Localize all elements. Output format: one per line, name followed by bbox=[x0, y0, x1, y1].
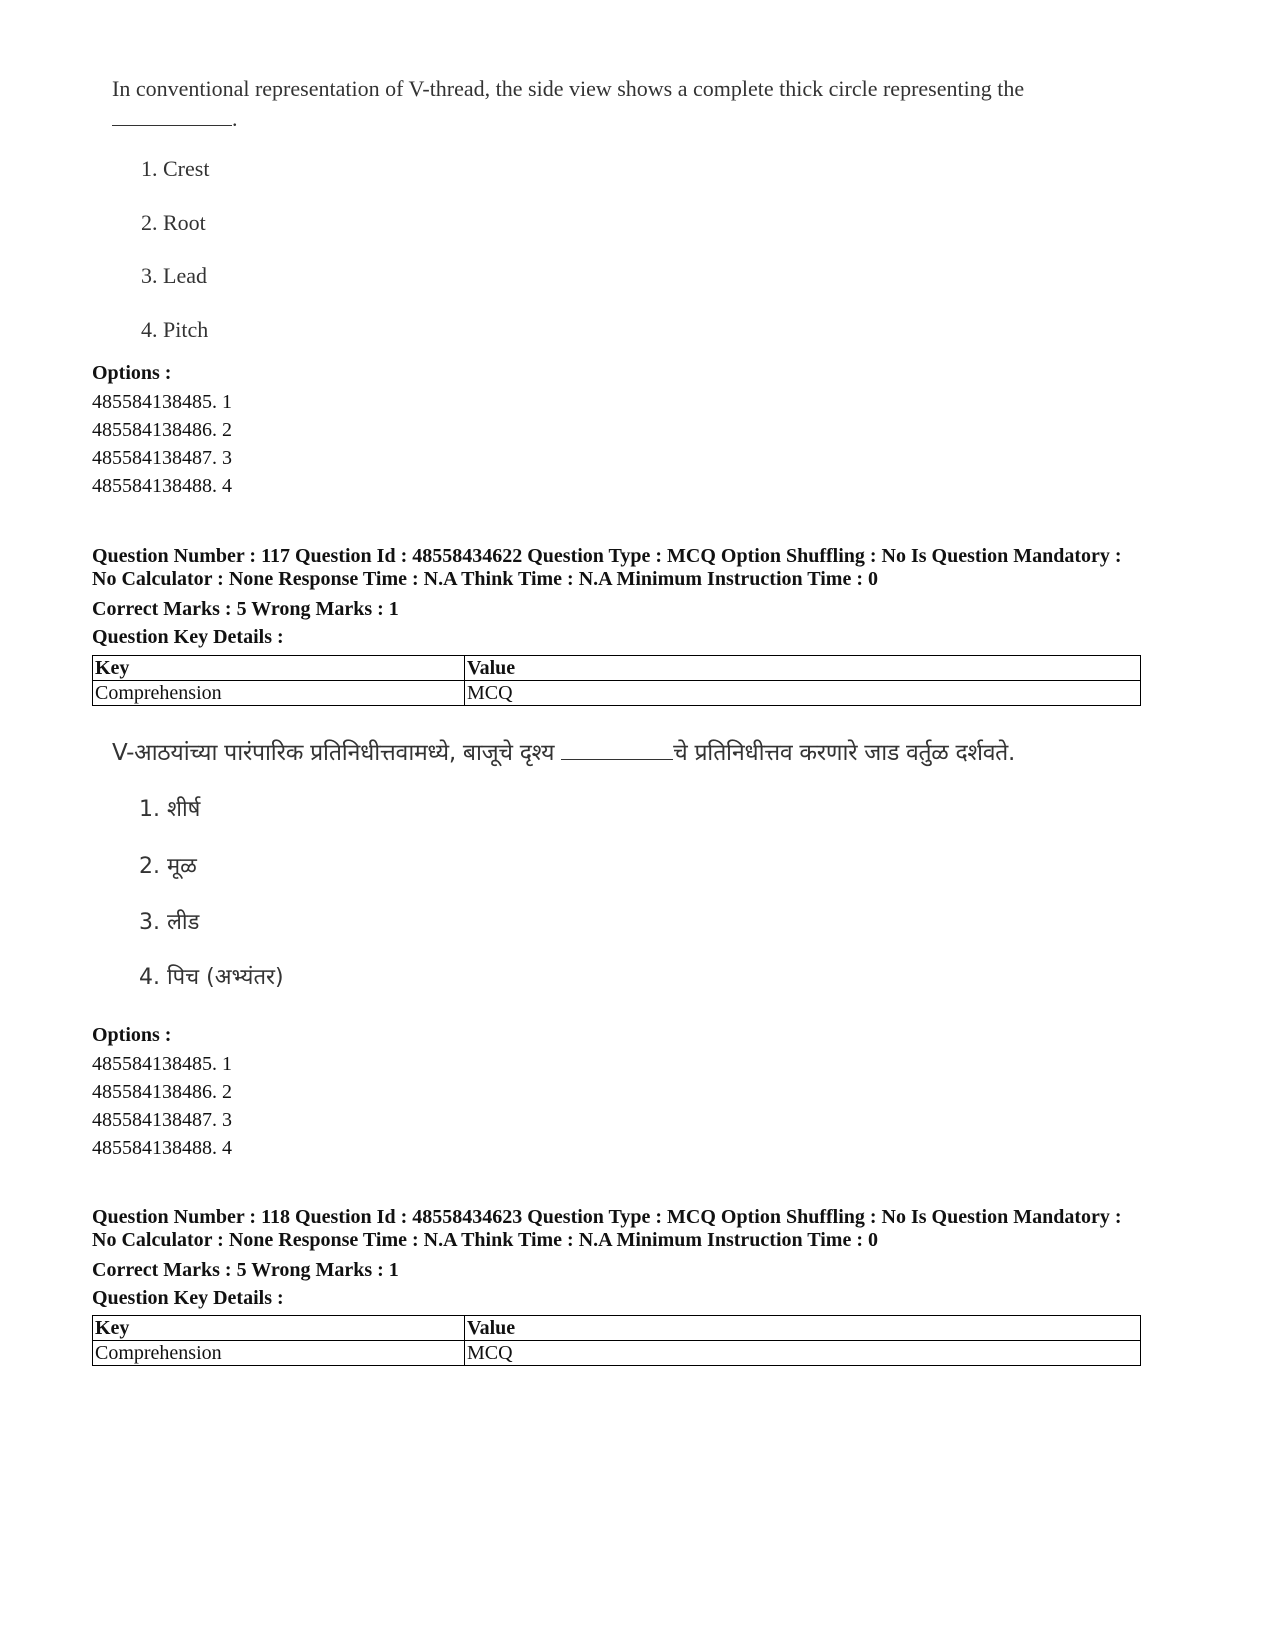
q118-meta-line1: Question Number : 118 Question Id : 48558434623 Question Type : MCQ Option Shuffling : No Is Question Mandatory : bbox=[92, 1206, 1122, 1228]
choice-item: 4. Pitch bbox=[141, 317, 209, 342]
option-item: 485584138485. 1 bbox=[92, 391, 232, 413]
options-label: Options : bbox=[92, 1024, 172, 1046]
option-item: 485584138487. 3 bbox=[92, 1109, 232, 1131]
q118-key-details-label: Question Key Details : bbox=[92, 1287, 284, 1309]
option-item: 485584138487. 3 bbox=[92, 447, 232, 469]
q118-key-table bbox=[92, 1315, 1141, 1366]
answer-blank-mr bbox=[561, 739, 673, 760]
table-header-row bbox=[93, 1316, 1141, 1341]
option-item: 485584138488. 4 bbox=[92, 475, 232, 497]
table-header-key: Key bbox=[93, 1316, 465, 1341]
table-cell-value: MCQ bbox=[465, 1341, 1141, 1366]
option-item: 485584138486. 2 bbox=[92, 1081, 232, 1103]
answer-blank bbox=[112, 105, 232, 126]
question-text-after-blank-mr: चे प्रतिनिधीत्तव करणारे जाड वर्तुळ दर्शवते. bbox=[673, 740, 1016, 766]
question-text-after-blank: . bbox=[232, 106, 238, 131]
table-header-value: Value bbox=[465, 656, 1141, 681]
choice-item: 1. Crest bbox=[141, 156, 210, 181]
choice-item: 2. Root bbox=[141, 210, 206, 235]
table-row bbox=[93, 681, 1141, 706]
option-item: 485584138488. 4 bbox=[92, 1137, 232, 1159]
question-text-mr bbox=[112, 735, 1212, 767]
choice-item: 3. Lead bbox=[141, 263, 207, 288]
q118-meta bbox=[92, 1206, 1272, 1252]
q118-marks: Correct Marks : 5 Wrong Marks : 1 bbox=[92, 1259, 399, 1281]
table-cell-key: Comprehension bbox=[93, 1341, 465, 1366]
table-cell-value: MCQ bbox=[465, 681, 1141, 706]
question-blank-line bbox=[112, 104, 238, 134]
table-header-row bbox=[93, 656, 1141, 681]
table-row bbox=[93, 1341, 1141, 1366]
option-item: 485584138485. 1 bbox=[92, 1053, 232, 1075]
q118-meta-line2: No Calculator : None Response Time : N.A Think Time : N.A Minimum Instruction Time : 0 bbox=[92, 1229, 878, 1251]
choice-item-mr: 3. लीड bbox=[139, 910, 200, 935]
choice-item-mr: 2. मूळ bbox=[139, 854, 197, 879]
q117-meta-line2: No Calculator : None Response Time : N.A Think Time : N.A Minimum Instruction Time : 0 bbox=[92, 568, 878, 590]
options-label: Options : bbox=[92, 362, 172, 384]
table-header-key: Key bbox=[93, 656, 465, 681]
question-text-en bbox=[112, 74, 1112, 104]
table-header-value: Value bbox=[465, 1316, 1141, 1341]
q117-meta-line1: Question Number : 117 Question Id : 48558434622 Question Type : MCQ Option Shuffling : No Is Question Mandatory : bbox=[92, 545, 1122, 567]
choice-item-mr: 4. पिच (अभ्यंतर) bbox=[139, 965, 284, 990]
choice-item-mr: 1. शीर्ष bbox=[139, 797, 201, 822]
q117-marks: Correct Marks : 5 Wrong Marks : 1 bbox=[92, 598, 399, 620]
q117-meta bbox=[92, 545, 1272, 591]
question-text-before-blank-mr: V-आठयांच्या पारंपारिक प्रतिनिधीत्तवामध्ये, बाजूचे दृश्य bbox=[112, 740, 555, 766]
question-text-before-blank: In conventional representation of V-thread, the side view shows a complete thick circle representing the bbox=[112, 76, 1025, 101]
option-item: 485584138486. 2 bbox=[92, 419, 232, 441]
table-cell-key: Comprehension bbox=[93, 681, 465, 706]
q117-key-details-label: Question Key Details : bbox=[92, 626, 284, 648]
q117-key-table bbox=[92, 655, 1141, 706]
